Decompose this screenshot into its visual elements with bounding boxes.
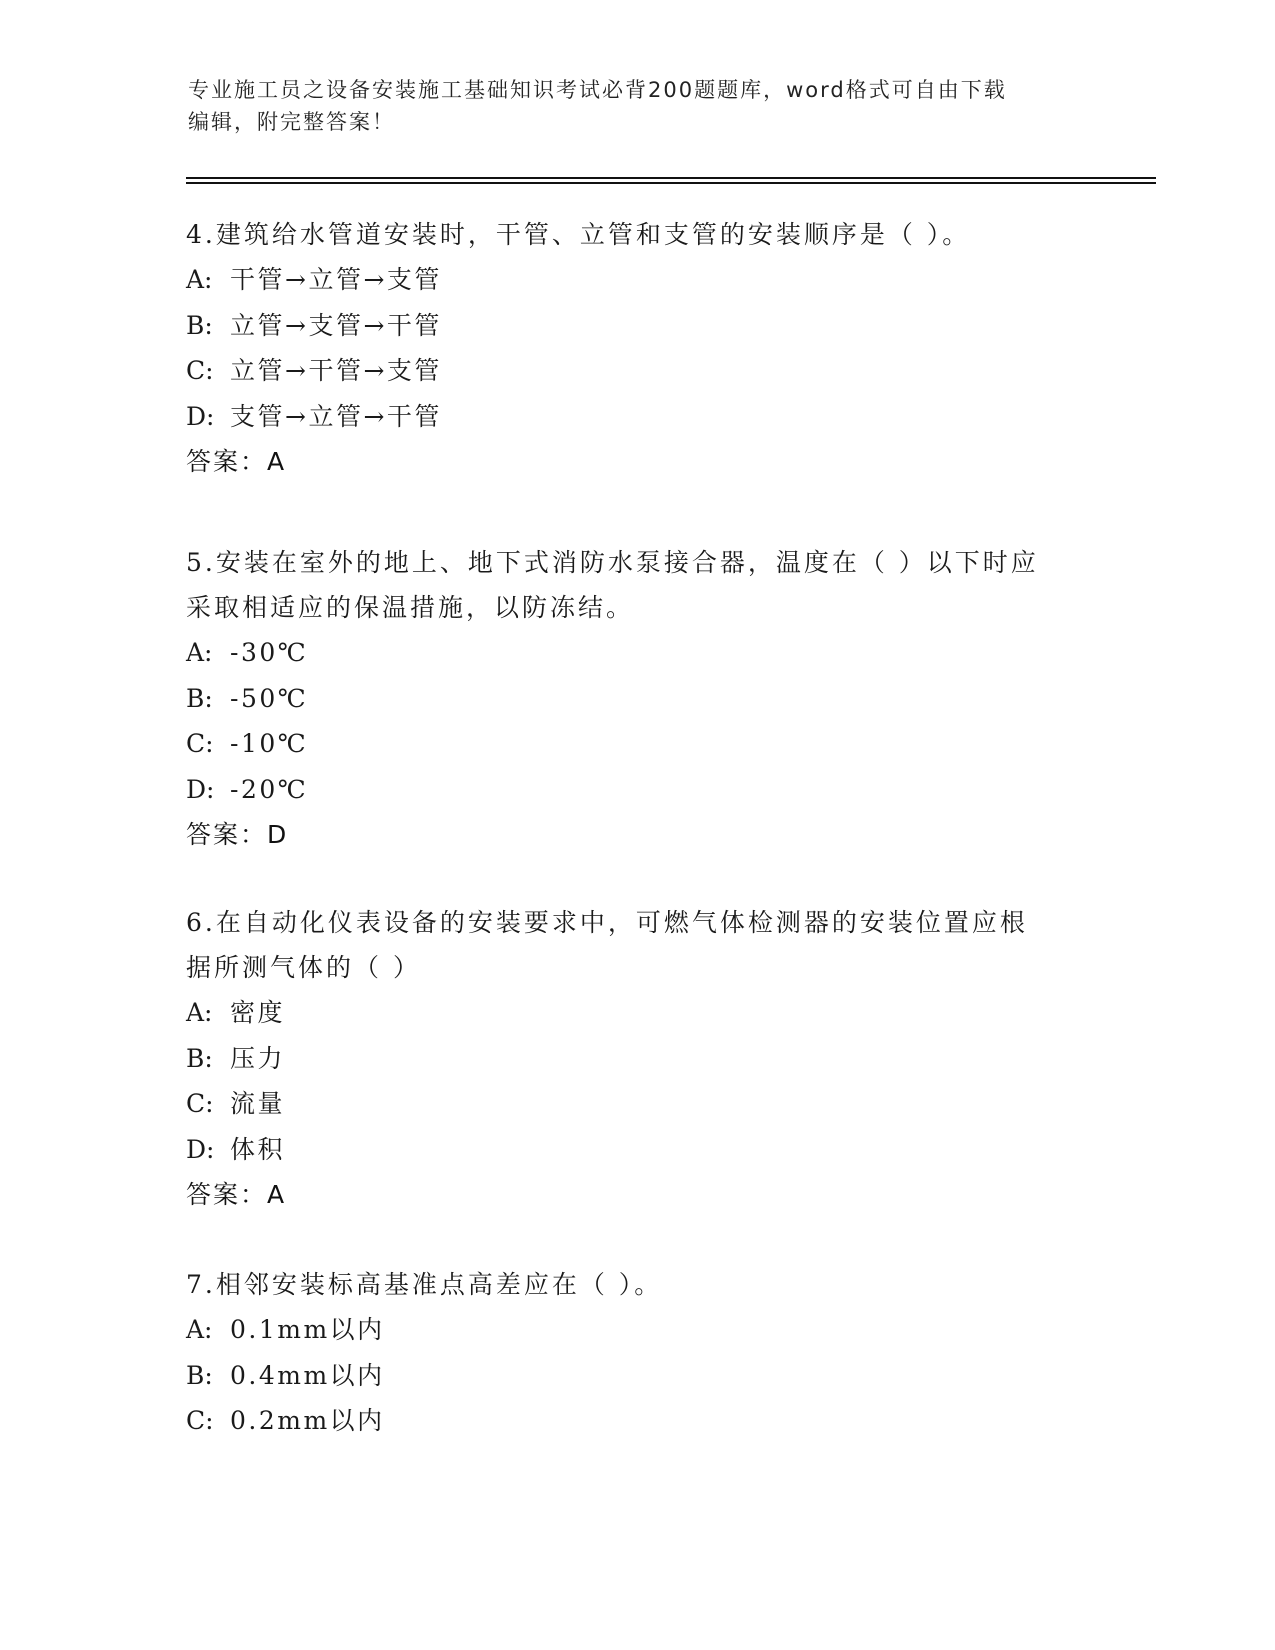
option-letter: B: (186, 1360, 213, 1390)
question-stem-line: 据所测气体的（ ） (186, 953, 421, 982)
option-letter: A: (186, 998, 213, 1027)
option-text: 密度 (230, 998, 286, 1027)
option-b (186, 1036, 1086, 1082)
header-divider-top (186, 177, 1156, 179)
option-letter: B: (186, 310, 213, 340)
option-a (186, 1307, 1086, 1353)
question-stem (186, 540, 1086, 630)
question-stem-line: 5.安装在室外的地上、地下式消防水泵接合器，温度在（ ）以下时应 (186, 548, 1039, 577)
option-text: -10℃ (230, 729, 309, 758)
option-text: 流量 (230, 1089, 286, 1118)
document-header (188, 74, 1088, 138)
question-stem (186, 900, 1086, 990)
option-c (186, 721, 1086, 767)
option-text: 0.2mm以内 (230, 1406, 385, 1435)
option-text: 支管→立管→干管 (230, 401, 442, 431)
option-letter: A: (186, 1315, 213, 1344)
question-stem (186, 1262, 1086, 1307)
option-letter: B: (186, 683, 213, 713)
question-stem-line: 4.建筑给水管道安装时，干管、立管和支管的安装顺序是（ ）。 (186, 220, 971, 249)
answer-line: 答案：A (186, 1180, 287, 1209)
option-letter: D: (186, 774, 215, 804)
option-b (186, 676, 1086, 722)
question-stem-line: 6.在自动化仪表设备的安装要求中，可燃气体检测器的安装位置应根 (186, 908, 1028, 937)
option-b (186, 1353, 1086, 1399)
option-text: 0.4mm以内 (230, 1360, 385, 1390)
question-stem-line: 7.相邻安装标高基准点高差应在（ ）。 (186, 1270, 663, 1299)
option-letter: A: (186, 638, 213, 667)
option-letter: A: (186, 265, 213, 294)
option-text: -30℃ (230, 638, 309, 667)
option-c (186, 1398, 1086, 1444)
option-letter: C: (186, 1406, 214, 1435)
option-text: 干管→立管→支管 (230, 265, 442, 294)
option-a (186, 257, 1086, 303)
option-c (186, 1081, 1086, 1127)
option-c (186, 348, 1086, 394)
option-letter: B: (186, 1043, 213, 1073)
answer-line: 答案：D (186, 820, 289, 849)
option-letter: D: (186, 401, 215, 431)
option-letter: C: (186, 1089, 214, 1118)
question-stem-line: 采取相适应的保温措施，以防冻结。 (186, 593, 635, 622)
header-divider-bottom (186, 182, 1156, 184)
option-text: -20℃ (230, 774, 309, 804)
option-d (186, 767, 1086, 813)
question-7 (186, 1262, 1086, 1444)
header-title-line-2: 编辑，附完整答案！ (188, 110, 395, 134)
option-letter: C: (186, 729, 214, 758)
option-a (186, 990, 1086, 1036)
option-text: 体积 (230, 1134, 286, 1164)
option-text: 0.1mm以内 (230, 1315, 385, 1344)
question-6 (186, 900, 1086, 1217)
header-title-line-1: 专业施工员之设备安装施工基础知识考试必背200题题库，word格式可自由下载 (188, 78, 1007, 102)
question-stem (186, 212, 1086, 257)
question-4 (186, 212, 1086, 484)
option-a (186, 630, 1086, 676)
answer-line: 答案：A (186, 447, 287, 476)
option-text: 立管→干管→支管 (230, 356, 442, 385)
option-letter: C: (186, 356, 214, 385)
option-text: -50℃ (230, 683, 309, 713)
option-text: 立管→支管→干管 (230, 310, 442, 340)
option-d (186, 1127, 1086, 1173)
option-d (186, 394, 1086, 440)
question-5 (186, 540, 1086, 857)
option-b (186, 303, 1086, 349)
option-letter: D: (186, 1134, 215, 1164)
option-text: 压力 (230, 1043, 286, 1073)
